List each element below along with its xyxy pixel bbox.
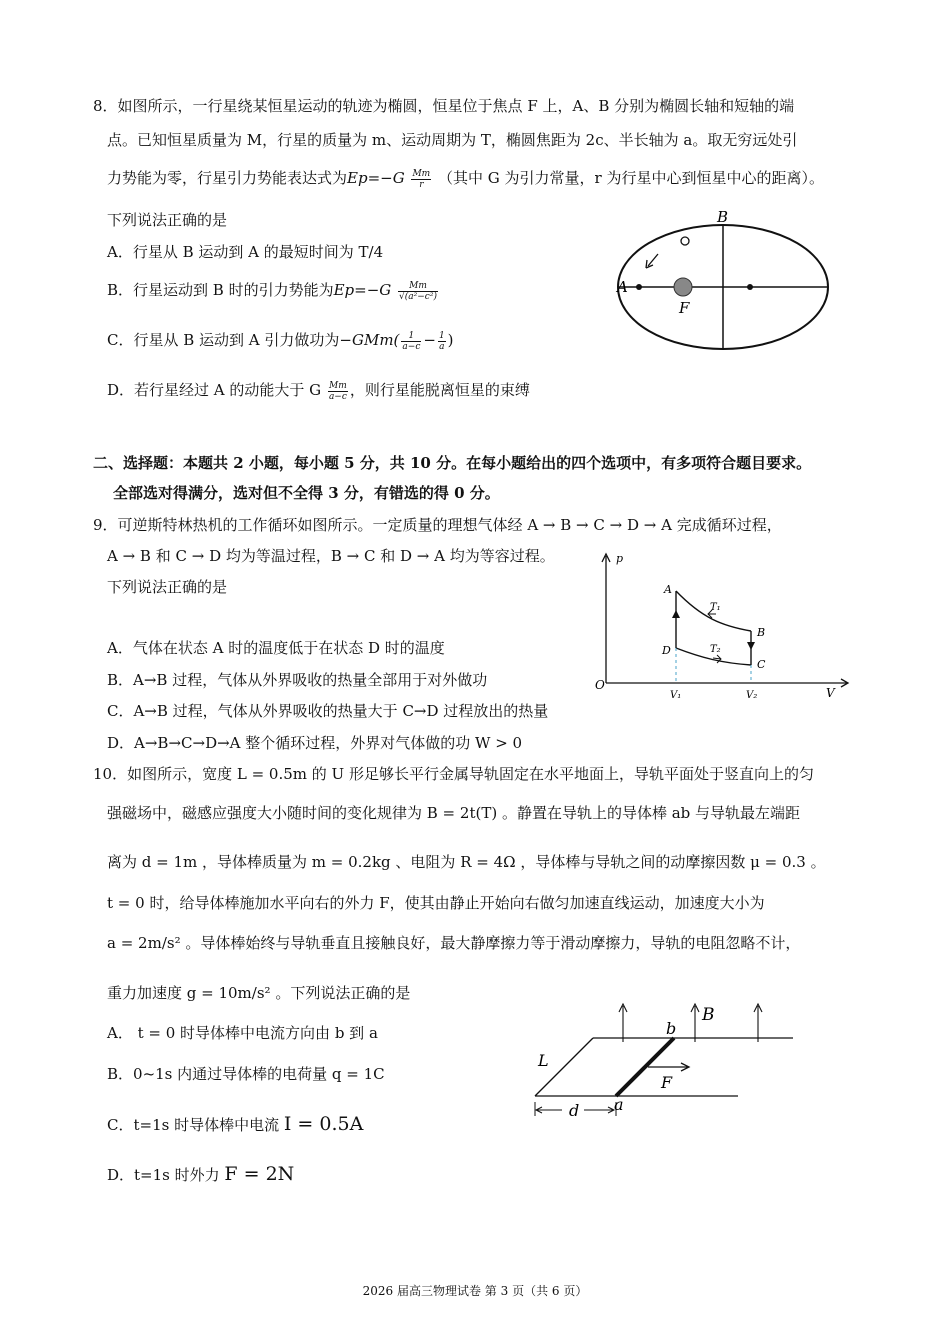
q9-bc-arrow — [747, 642, 755, 650]
q8-option-b-den: √(a²−c²) — [399, 291, 437, 302]
q8-star — [674, 278, 692, 296]
q10-option-b: B．0~1s 内通过导体棒的电荷量 q = 1C — [107, 1065, 385, 1083]
q10-line6: 重力加速度 g = 10m/s² 。下列说法正确的是 — [107, 984, 411, 1002]
q9-label-a: A — [664, 583, 672, 596]
q8-option-d-fraction — [328, 381, 348, 402]
q10-option-d-text: D．t=1s 时外力 — [107, 1166, 225, 1184]
q8-option-c-f2d: a — [439, 341, 445, 352]
q8-option-c-frac1 — [401, 331, 421, 352]
page-footer: 2026 届高三物理试卷 第 3 页（共 6 页） — [362, 1284, 588, 1298]
q10-line4: t = 0 时，给导体棒施加水平向右的外力 F，使其由静止开始向右做匀加速直线运动，加速度大小为 — [107, 894, 765, 912]
q9-option-b: B．A→B 过程，气体从外界吸收的热量全部用于对外做功 — [107, 671, 488, 689]
q10-label-a-end: a — [614, 1095, 624, 1114]
q8-option-d — [107, 380, 530, 402]
q10-label-b-field: B — [702, 1005, 715, 1025]
q10-rail-figure — [528, 1000, 808, 1125]
q8-option-c-eq: −GMm( — [339, 331, 400, 349]
q9-label-o: O — [595, 678, 605, 692]
q8-option-d-den: a−c — [328, 391, 347, 402]
section2-line1: 二、选择题：本题共 2 小题，每小题 5 分，共 10 分。在每小题给出的四个选项中，有多项符合题目要求。 — [93, 454, 812, 472]
q8-label-b: B — [717, 208, 729, 226]
q8-option-b-num: Mm — [398, 281, 438, 292]
q8-line3 — [107, 168, 824, 190]
q8-focus-dot — [747, 284, 753, 290]
q8-line2: 点。已知恒星质量为 M，行星的质量为 m、运动周期为 T，椭圆焦距为 2c、半长轴为 a。取无穷远处引 — [107, 131, 798, 149]
q8-line3-tail: （其中 G 为引力常量，r 为行星中心到恒星中心的距离）。 — [438, 169, 824, 187]
q8-potential-formula: Ep=−G — [347, 169, 405, 187]
q10-option-a: A． t = 0 时导体棒中电流方向由 b 到 a — [107, 1024, 378, 1042]
q8-option-d-text: D．若行星经过 A 的动能大于 G — [107, 381, 322, 399]
q10-line2: 强磁场中，磁感应强度大小随时间的变化规律为 B = 2t(T) 。静置在导轨上的导体棒 ab 与导轨最左端距 — [107, 804, 801, 822]
q10-option-c — [107, 1114, 363, 1135]
q8-frac-den: r — [419, 179, 424, 190]
q10-line1: 10．如图所示，宽度 L = 0.5m 的 U 形足够长平行金属导轨固定在水平地面上，导轨平面处于竖直向上的匀 — [93, 765, 814, 783]
q9-label-c: C — [757, 658, 766, 671]
q8-stem: 下列说法正确的是 — [107, 211, 228, 229]
q10-option-d-value: F = 2N — [224, 1163, 295, 1185]
q9-stem: 下列说法正确的是 — [107, 578, 228, 596]
q8-option-c-minus: − — [423, 331, 436, 349]
q8-option-b — [107, 280, 440, 302]
q8-fraction — [411, 169, 431, 190]
q8-option-b-eq: Ep=−G — [333, 281, 392, 299]
q8-option-c — [107, 330, 454, 352]
q9-label-d: D — [662, 644, 671, 657]
q9-option-c: C．A→B 过程，气体从外界吸收的热量大于 C→D 过程放出的热量 — [107, 702, 549, 720]
q9-label-t1: T₁ — [710, 602, 721, 613]
q8-option-b-fraction — [398, 281, 438, 302]
q8-option-d-num: Mm — [329, 380, 347, 391]
q9-label-v2: V₂ — [746, 690, 758, 701]
q8-motion-arrow — [648, 254, 658, 266]
q9-label-v: V — [826, 686, 835, 700]
q9-label-v1: V₁ — [670, 690, 682, 701]
q8-ellipse-figure — [610, 210, 840, 370]
q8-option-c-text: C．行星从 B 运动到 A 引力做功为 — [107, 331, 340, 349]
q8-option-b-text: B．行星运动到 B 时的引力势能为 — [107, 281, 334, 299]
q10-label-d: d — [569, 1101, 580, 1120]
q8-frac-num: Mm — [412, 168, 431, 179]
q9-option-d: D．A→B→C→D→A 整个循环过程，外界对气体做的功 W > 0 — [107, 734, 523, 752]
q8-option-d-tail: ，则行星能脱离恒星的束缚 — [349, 381, 530, 399]
q8-label-f: F — [679, 299, 690, 317]
q9-option-a: A．气体在状态 A 时的温度低于在状态 D 时的温度 — [107, 639, 445, 657]
q10-option-c-value: I = 0.5A — [283, 1113, 364, 1135]
q9-pv-diagram — [592, 548, 854, 704]
q8-planet — [681, 237, 689, 245]
q8-option-c-frac2 — [438, 331, 446, 352]
q9-label-p: p — [616, 552, 624, 565]
q10-line5: a = 2m/s² 。导体棒始终与导轨垂直且接触良好，最大静摩擦力等于滑动摩擦力，导轨的电阻忽略不计， — [107, 934, 801, 952]
q9-t2-arrow — [713, 655, 721, 663]
q10-option-c-text: C．t=1s 时导体棒中电流 — [107, 1116, 284, 1134]
q9-line1: 9．可逆斯特林热机的工作循环如图所示。一定质量的理想气体经 A → B → C → D → A 完成循环过程， — [93, 516, 782, 534]
q8-line3-text: 力势能为零，行星引力势能表达式为 — [107, 169, 348, 187]
q10-label-b-end: b — [666, 1019, 677, 1038]
q10-label-f: F — [661, 1073, 673, 1092]
q8-point-a — [636, 284, 642, 290]
q8-option-a: A．行星从 B 运动到 A 的最短时间为 T/4 — [107, 243, 384, 261]
q8-option-c-f1d: a−c — [402, 341, 421, 352]
q10-label-l: L — [538, 1051, 549, 1070]
q9-line2: A → B 和 C → D 均为等温过程，B → C 和 D → A 均为等容过程。 — [107, 547, 555, 565]
q8-line1: 8．如图所示，一行星绕某恒星运动的轨迹为椭圆，恒星位于焦点 F 上，A、B 分别为椭圆长轴和短轴的端 — [93, 97, 795, 115]
q9-da-arrow — [672, 610, 680, 618]
q8-label-a: A — [617, 278, 628, 296]
section2-line2: 全部选对得满分，选对但不全得 3 分，有错选的得 0 分。 — [113, 484, 500, 502]
q9-label-t2: T₂ — [710, 644, 721, 655]
q8-option-c-f1n: 1 — [401, 331, 421, 342]
q8-option-c-f2n: 1 — [438, 330, 445, 341]
q10-option-d — [107, 1164, 294, 1185]
q9-label-b: B — [757, 626, 766, 639]
q8-option-c-close: ) — [447, 331, 454, 349]
q10-line3: 离为 d = 1m ，导体棒质量为 m = 0.2kg 、电阻为 R = 4Ω ，导体棒与导轨之间的动摩擦因数 μ = 0.3 。 — [107, 853, 826, 871]
